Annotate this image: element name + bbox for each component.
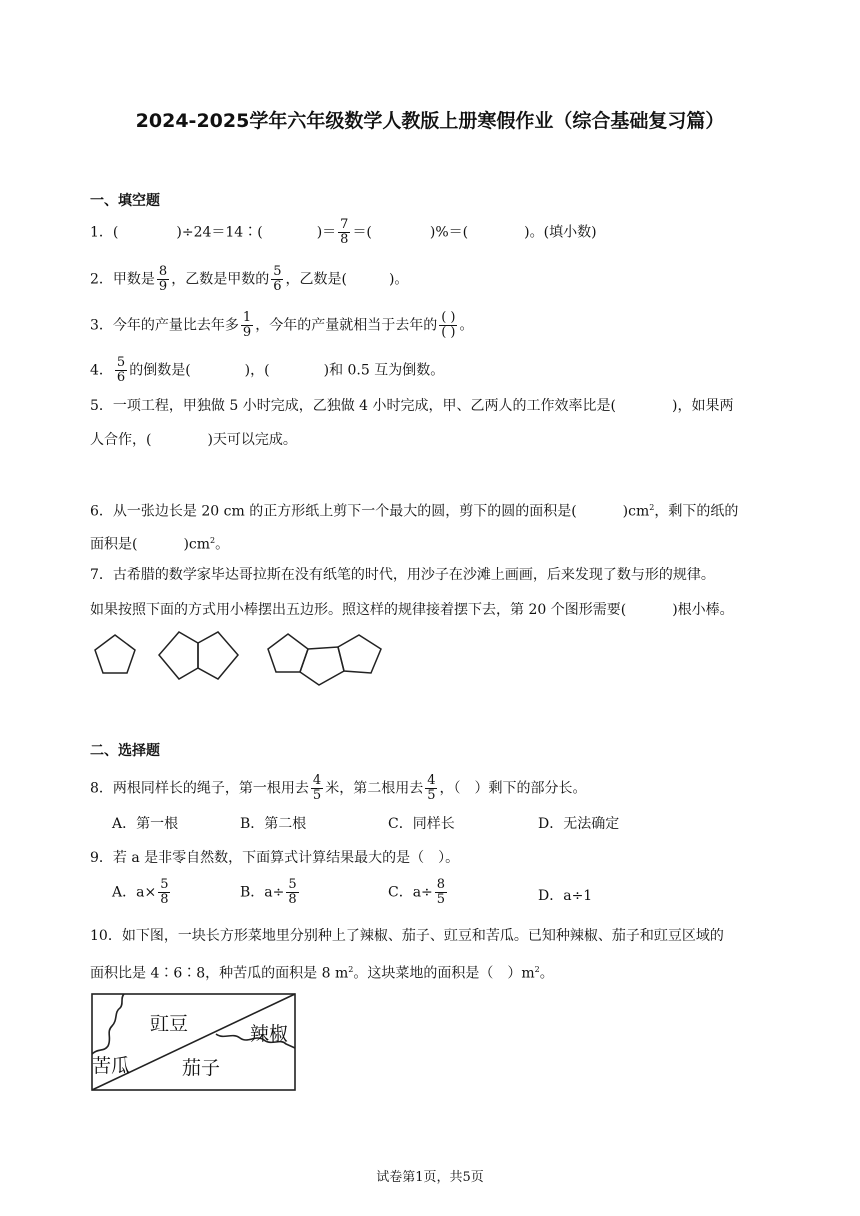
fraction: $\frac{5}{6}$ bbox=[273, 264, 282, 294]
fraction: $\frac{5}{6}$ bbox=[116, 355, 126, 385]
section-heading-choice: 二、选择题 bbox=[90, 743, 160, 759]
question-5-cont: 人合作，( )天可以完成。 bbox=[90, 432, 297, 448]
question-7-cont: 如果按照下面的方式用小棒摆出五边形。照这样的规律接着摆下去，第 20 个图形需要( )根小棒。 bbox=[90, 602, 734, 618]
question-6-cont: 面积是( )$cm^2$。 bbox=[90, 536, 230, 553]
q9-option-c[interactable]: C．a÷ $\frac{8}{5}$ bbox=[388, 877, 446, 907]
question-5: 5．一项工程，甲独做 5 小时完成，乙独做 4 小时完成，甲、乙两人的工作效率比是( )，如果两 bbox=[90, 398, 734, 414]
fraction-blank: $\frac{( )}{( )}$ bbox=[441, 310, 456, 340]
pentagon-pattern-figure bbox=[88, 625, 388, 691]
q8-option-d[interactable]: D．无法确定 bbox=[538, 816, 620, 832]
q9-option-b[interactable]: B．a÷ $\frac{5}{8}$ bbox=[240, 877, 297, 907]
fraction: $\frac{4}{5}$ bbox=[427, 773, 436, 803]
q9-option-d[interactable]: D．a÷1 bbox=[538, 888, 593, 904]
question-1: 1．( )÷24＝14∶( )＝ $\frac{7}{8}$ ＝( )%＝( )。(填小数) bbox=[90, 217, 597, 247]
fraction: $\frac{8}{5}$ bbox=[436, 877, 446, 907]
question-number: 1． bbox=[90, 224, 113, 241]
pentagon-1 bbox=[95, 635, 135, 673]
q9-option-a[interactable]: A．a× $\frac{5}{8}$ bbox=[112, 877, 169, 907]
question-7: 7．古希腊的数学家毕达哥拉斯在没有纸笔的时代，用沙子在沙滩上画画，后来发现了数与形的规律。 bbox=[90, 567, 715, 583]
fraction: $\frac{7}{8}$ bbox=[340, 217, 349, 247]
question-9: 9．若 a 是非零自然数，下面算式计算结果最大的是（ ）。 bbox=[90, 850, 460, 866]
label-bean: 豇豆 bbox=[150, 1013, 189, 1035]
section-heading-fill: 一、填空题 bbox=[90, 193, 160, 209]
pentagon-2b bbox=[198, 632, 238, 679]
question-2: 2．甲数是 $\frac{8}{9}$ ，乙数是甲数的 $\frac{5}{6}$ ，乙数是( )。 bbox=[90, 264, 409, 294]
pentagon-3b bbox=[300, 647, 344, 685]
question-10-cont: 面积比是 4∶6∶8，种苦瓜的面积是 8 $m^2$。这块菜地的面积是（ ）$m^2$。 bbox=[90, 965, 554, 982]
label-bitter: 苦瓜 bbox=[92, 1055, 131, 1077]
question-4: 4． $\frac{5}{6}$ 的倒数是( )，( )和 0.5 互为倒数。 bbox=[90, 355, 445, 385]
pentagon-3c bbox=[338, 635, 381, 673]
question-3: 3．今年的产量比去年多 $\frac{1}{9}$ ，今年的产量就相当于去年的 $\frac{( )}{( )}$ 。 bbox=[90, 310, 474, 340]
fraction: $\frac{5}{8}$ bbox=[288, 877, 297, 907]
vegetable-field-figure bbox=[90, 992, 298, 1092]
q8-option-c[interactable]: C．同样长 bbox=[388, 816, 455, 832]
page-footer: 试卷第1页，共5页 bbox=[376, 1170, 484, 1185]
question-10: 10．如下图，一块长方形菜地里分别种上了辣椒、茄子、豇豆和苦瓜。已知种辣椒、茄子和豇豆区域的 bbox=[90, 928, 724, 944]
page-title: 2024-2025学年六年级数学人教版上册寒假作业（综合基础复习篇） bbox=[135, 110, 725, 132]
question-6: 6．从一张边长是 20 cm 的正方形纸上剪下一个最大的圆，剪下的圆的面积是( )$cm^2$，剩下的纸的 bbox=[90, 503, 739, 520]
q8-option-b[interactable]: B．第二根 bbox=[240, 816, 307, 832]
question-8: 8．两根同样长的绳子，第一根用去 $\frac{4}{5}$ 米，第二根用去 $\frac{4}{5}$ ，（ ）剩下的部分长。 bbox=[90, 773, 587, 803]
pentagon-2a bbox=[159, 632, 198, 679]
bitter-boundary bbox=[92, 994, 124, 1054]
fraction: $\frac{5}{8}$ bbox=[160, 877, 169, 907]
label-eggplant: 茄子 bbox=[182, 1057, 221, 1079]
q8-option-a[interactable]: A．第一根 bbox=[112, 816, 179, 832]
fraction: $\frac{4}{5}$ bbox=[312, 773, 322, 803]
label-pepper: 辣椒 bbox=[250, 1023, 289, 1045]
fraction: $\frac{8}{9}$ bbox=[158, 264, 168, 294]
fraction: $\frac{1}{9}$ bbox=[242, 310, 252, 340]
